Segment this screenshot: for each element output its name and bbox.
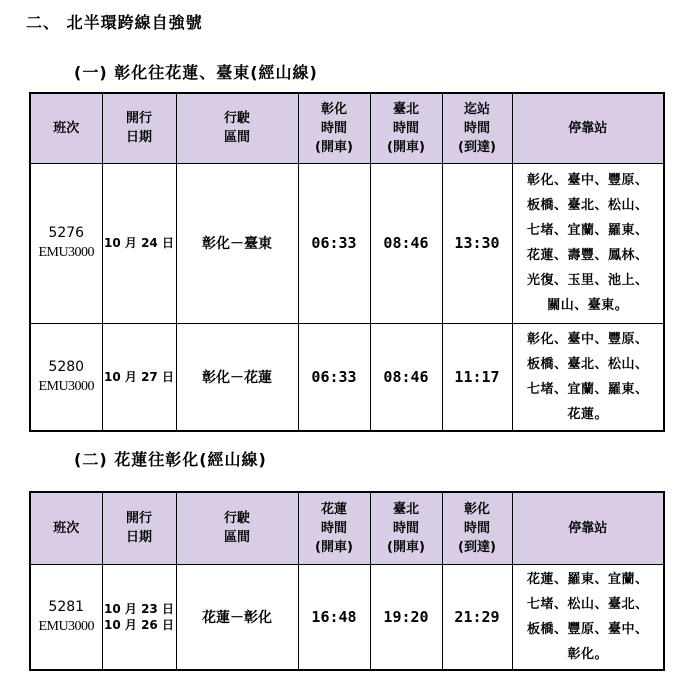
schedule-table-northbound <box>29 491 665 671</box>
train-number-cell: 5276 EMU3000 <box>30 163 102 323</box>
subsection-title-changhua-to-hualien: (一) 彰化往花蓮、臺東(經山線) <box>74 63 318 82</box>
header-train: 班次 <box>30 93 102 163</box>
arrive-time-cell: 13:30 <box>442 163 512 323</box>
route-cell: 彰化－花蓮 <box>176 323 298 431</box>
header-taipei-time: 臺北 時間 (開車) <box>370 93 442 163</box>
table-header-row <box>30 492 664 564</box>
taipei-time-cell: 08:46 <box>370 163 442 323</box>
section-heading: 二、 北半環跨線自強號 <box>26 13 203 32</box>
taipei-time-cell: 19:20 <box>370 564 442 670</box>
train-number-cell: 5280 EMU3000 <box>30 323 102 431</box>
arrive-time-cell: 21:29 <box>442 564 512 670</box>
table-row <box>30 564 664 670</box>
depart-time-cell: 06:33 <box>298 163 370 323</box>
header-depart-time: 彰化 時間 (開車) <box>298 93 370 163</box>
train-number-cell: 5281 EMU3000 <box>30 564 102 670</box>
arrive-time-cell: 11:17 <box>442 323 512 431</box>
route-cell: 花蓮－彰化 <box>176 564 298 670</box>
depart-time-cell: 06:33 <box>298 323 370 431</box>
stops-cell: 彰化、臺中、豐原、 板橋、臺北、松山、 七堵、宜蘭、羅東、 花蓮、壽豐、鳳林、 光復、玉里、池上、 關山、臺東。 <box>512 163 664 323</box>
header-taipei-time: 臺北 時間 (開車) <box>370 492 442 564</box>
header-arrive-time: 彰化 時間 (到達) <box>442 492 512 564</box>
table-header-row <box>30 93 664 163</box>
header-train: 班次 <box>30 492 102 564</box>
header-date: 開行 日期 <box>102 93 176 163</box>
header-date: 開行 日期 <box>102 492 176 564</box>
subsection-title-hualien-to-changhua: (二) 花蓮往彰化(經山線) <box>74 450 267 469</box>
operation-date-cell: 10 月 27 日 <box>102 323 176 431</box>
header-stops: 停靠站 <box>512 93 664 163</box>
taipei-time-cell: 08:46 <box>370 323 442 431</box>
table-row <box>30 323 664 431</box>
header-depart-time: 花蓮 時間 (開車) <box>298 492 370 564</box>
header-route: 行駛 區間 <box>176 492 298 564</box>
depart-time-cell: 16:48 <box>298 564 370 670</box>
stops-cell: 花蓮、羅東、宜蘭、 七堵、松山、臺北、 板橋、豐原、臺中、 彰化。 <box>512 564 664 670</box>
header-arrive-time: 迄站 時間 (到達) <box>442 93 512 163</box>
stops-cell: 彰化、臺中、豐原、 板橋、臺北、松山、 七堵、宜蘭、羅東、 花蓮。 <box>512 323 664 431</box>
route-cell: 彰化－臺東 <box>176 163 298 323</box>
schedule-table-southbound <box>29 92 665 432</box>
header-stops: 停靠站 <box>512 492 664 564</box>
header-route: 行駛 區間 <box>176 93 298 163</box>
operation-date-cell: 10 月 24 日 <box>102 163 176 323</box>
operation-date-cell: 10 月 23 日 10 月 26 日 <box>102 564 176 670</box>
table-row <box>30 163 664 323</box>
